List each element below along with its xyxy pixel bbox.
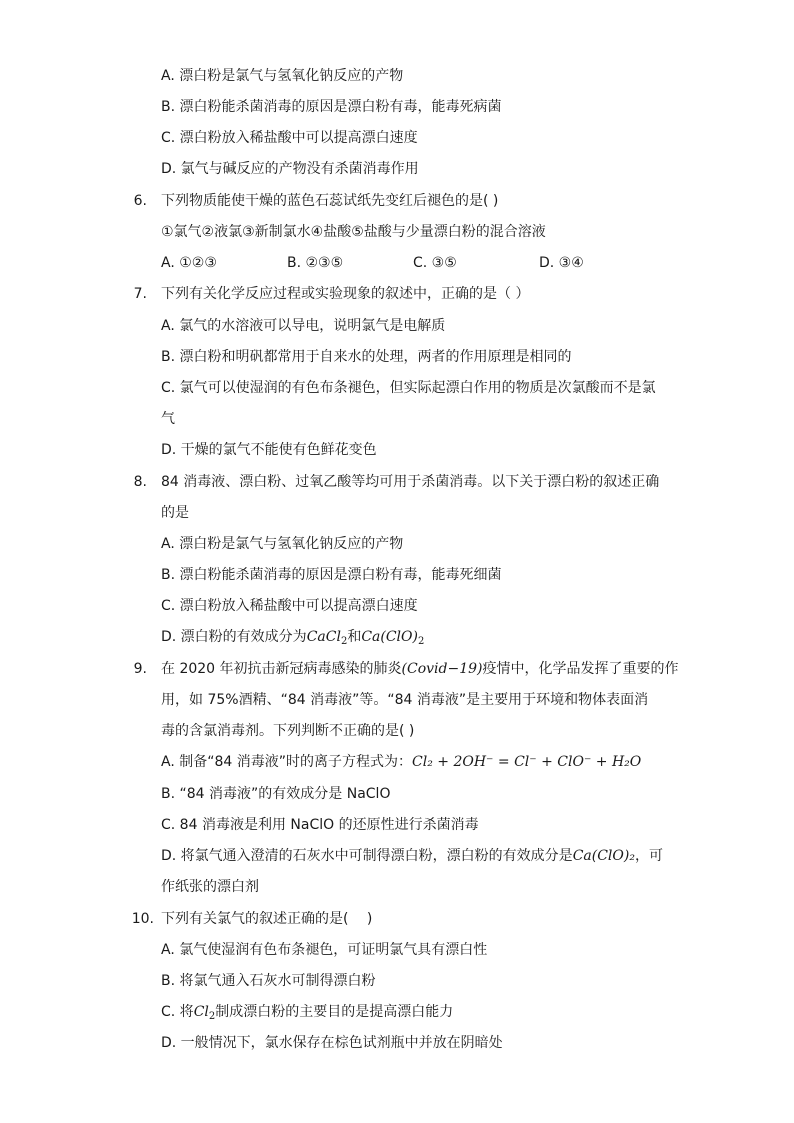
q9-option-d-suffix: ，可	[634, 848, 663, 864]
q10-option-c-suffix: 制成漂白粉的主要目的是提高漂白能力	[215, 1004, 454, 1020]
q7-option-b: B. 漂白粉和明矾都常用于自来水的处理，两者的作用原理是相同的	[161, 349, 572, 365]
q8-option-d	[161, 627, 424, 647]
q6-items: ①氯气②液氯③新制氯水④盐酸⑤盐酸与少量漂白粉的混合溶液	[161, 224, 546, 240]
q9-option-c: C. 84 消毒液是利用 NaClO 的还原性进行杀菌消毒	[161, 817, 479, 833]
q8-formula-cacl2	[307, 629, 348, 645]
q9-option-d-prefix: D. 将氯气通入澄清的石灰水中可制得漂白粉，漂白粉的有效成分是	[161, 848, 573, 864]
q7-option-a: A. 氯气的水溶液可以导电，说明氯气是电解质	[161, 318, 446, 334]
q9-formula-caclo2: Ca(ClO)₂	[572, 848, 635, 864]
q6-option-b: B. ②③⑤	[287, 255, 344, 271]
q10-option-a: A. 氯气使湿润有色布条褪色，可证明氯气具有漂白性	[161, 942, 488, 958]
q8-option-d-prefix: D. 漂白粉的有效成分为	[161, 629, 307, 645]
q8-option-a: A. 漂白粉是氯气与氢氧化钠反应的产物	[161, 536, 404, 552]
q10-option-d: D. 一般情况下，氯水保存在棕色试剂瓶中并放在阴暗处	[161, 1035, 503, 1051]
q10-number: 10.	[131, 911, 154, 927]
q9-stem-part1: 在 2020 年初抗击新冠病毒感染的肺炎	[161, 661, 402, 677]
q5-option-c: C. 漂白粉放入稀盐酸中可以提高漂白速度	[161, 130, 418, 146]
q9-stem	[161, 659, 679, 679]
q6-stem: 下列物质能使干燥的蓝色石蕊试纸先变红后褪色的是( )	[161, 193, 499, 209]
q8-option-c: C. 漂白粉放入稀盐酸中可以提高漂白速度	[161, 598, 418, 614]
q7-option-c-cont: 气	[161, 411, 175, 427]
q9-option-a-prefix: A. 制备“84 消毒液”时的离子方程式为：	[161, 754, 413, 770]
q10-formula-cl2-base: Cl	[193, 1004, 209, 1020]
q9-option-a	[161, 752, 641, 772]
q8-formula-caclo2	[361, 629, 424, 645]
q5-option-a: A. 漂白粉是氯气与氢氧化钠反应的产物	[161, 68, 404, 84]
q6-option-a: A. ①②③	[161, 255, 217, 271]
q8-stem-cont: 的是	[161, 505, 189, 521]
q6-option-c: C. ③⑤	[413, 255, 457, 271]
q9-stem-line2: 用，如 75%酒精、“84 消毒液”等。“84 消毒液”是主要用于环境和物体表面消	[161, 692, 649, 708]
q8-formula-cacl2-sub: 2	[340, 636, 348, 647]
q9-option-b: B. “84 消毒液”的有效成分是 NaClO	[161, 786, 391, 802]
q6-option-d: D. ③④	[539, 255, 584, 271]
q9-ionic-equation: Cl₂ + 2OH⁻ = Cl⁻ + ClO⁻ + H₂O	[412, 754, 642, 770]
q8-number: 8.	[133, 474, 147, 490]
q7-stem: 下列有关化学反应过程或实验现象的叙述中，正确的是（ ）	[161, 286, 530, 302]
q10-formula-cl2-sub: 2	[208, 1011, 216, 1022]
q5-option-d: D. 氯气与碱反应的产物没有杀菌消毒作用	[161, 161, 419, 177]
q8-formula-cacl2-base: CaCl	[306, 629, 341, 645]
q6-options-row	[161, 253, 641, 273]
q5-option-b: B. 漂白粉能杀菌消毒的原因是漂白粉有毒，能毒死病菌	[161, 99, 502, 115]
q9-number: 9.	[133, 661, 147, 677]
q9-option-d-cont: 作纸张的漂白剂	[161, 879, 259, 895]
q7-number: 7.	[133, 286, 147, 302]
q8-formula-caclo2-base: Ca(ClO)	[361, 629, 418, 645]
q8-option-d-and: 和	[347, 629, 362, 645]
q7-option-c: C. 氯气可以使湿润的有色布条褪色，但实际起漂白作用的物质是次氯酸而不是氯	[161, 380, 656, 396]
q10-stem: 下列有关氯气的叙述正确的是( )	[161, 911, 373, 927]
q7-option-d: D. 干燥的氯气不能使有色鲜花变色	[161, 442, 377, 458]
q6-number: 6.	[133, 193, 147, 209]
q9-covid-term: (Covid−19)	[401, 661, 483, 677]
q8-option-b: B. 漂白粉能杀菌消毒的原因是漂白粉有毒，能毒死细菌	[161, 567, 502, 583]
q10-formula-cl2	[194, 1004, 216, 1020]
q10-option-c-prefix: C. 将	[161, 1004, 194, 1020]
q9-stem-line3: 毒的含氯消毒剂。下列判断不正确的是( )	[161, 723, 415, 739]
q8-formula-caclo2-sub: 2	[417, 636, 425, 647]
q10-option-c	[161, 1002, 453, 1022]
q9-option-d	[161, 846, 663, 866]
q10-option-b: B. 将氯气通入石灰水可制得漂白粉	[161, 973, 376, 989]
q8-stem: 84 消毒液、漂白粉、过氧乙酸等均可用于杀菌消毒。以下关于漂白粉的叙述正确	[161, 474, 660, 490]
q9-stem-part2: 疫情中，化学品发挥了重要的作	[482, 661, 679, 677]
